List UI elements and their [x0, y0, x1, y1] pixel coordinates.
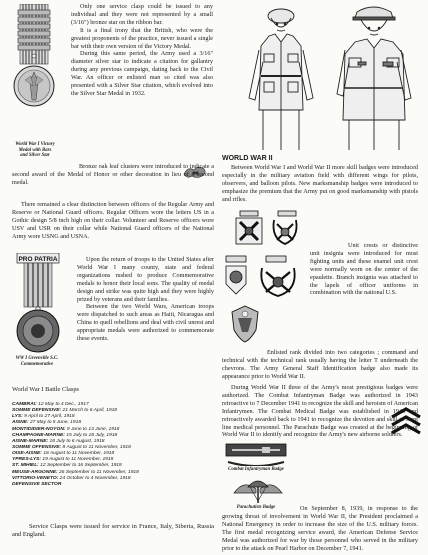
clasp-name: SOMME OFFENSIVE: — [12, 445, 62, 450]
clasp-row — [12, 482, 217, 488]
clasp-dates: 9 June to 13 June, 1918 — [66, 426, 120, 432]
intro-text-block — [71, 3, 213, 98]
clasp-name: ST. MIHIEL: — [12, 463, 39, 469]
caption-parachutist-badge: Parachutists Badge — [236, 505, 276, 510]
ww2-badges-text: During World War II three of the Army's most prestigious badges were authorized. The Combat Infantryman Badge was authorized in 1943 retroactive to 7 December 1941 to recognize the skill and heroism of American Infantrymen. The Combat Medical Badge was established in 1945 and retroactively awarded back to 1941 to recognize the devotion and skill of front line medical personnel. The Parachute Badge was created at the beginning of World War II to identify and recognize the Army's new airborne soldiers. — [222, 384, 418, 439]
clasp-dates: 15 July to 18 July, 1918 — [66, 432, 118, 438]
caption-victory-medal: World War I Victory Medal with Bars and Silver Star — [15, 142, 55, 159]
paragraph: It is a final irony that the British, who were the greatest proponents of the practice, never issued a single bar with their own version of the Victory Medal. — [71, 26, 213, 50]
clasp-name: YPRES-LYS: — [12, 457, 41, 463]
clasp-dates: 21 March to 6 April, 1918 — [62, 408, 118, 414]
clasp-name: MONTIDIDIER-NOYON: — [12, 426, 66, 432]
ww2-emergency-text: On September 8, 1939, in response to the growing threat of involvement in World War II, the President proclaimed a National Emergency in order to increase the size of the U.S. military forces. The first medal recognizing service award, the American Defense Service Medal was authorized for war by those personnel who served in the military prior to the attack on Pearl Harbor on December 7, 1941. — [222, 505, 418, 552]
soldiers-illustration — [233, 2, 425, 152]
clasp-name: SOMME DEFENSIVE: — [12, 408, 62, 414]
clasp-dates: 12 May to 4 Dec., 1917 — [38, 401, 89, 407]
clasp-name: LYS: — [12, 414, 23, 420]
commemorative-medal-illustration — [14, 253, 62, 355]
enlisted-rank-text: Enlisted rank divided into two categories ; command and technical with the technical rank usually having the letter T underneath the chevrons. The Army General Staff Identification badge also made its appearance prior to World War II. — [222, 349, 418, 380]
clasp-dates: 12 September to 16 September, 1918 — [40, 463, 122, 469]
clasp-dates: 18 August to 11 November, 1918 — [43, 451, 115, 457]
commemorative-text: Upon the return of troops to the United States after World War I many county, state and federal organizations rushed to produce Commemorative medals to honor their local sons. The quality of medal design and strike was quite high and they were highly prized by veterans and their families. Between the two World Wars, American troops were dispatched to such areas as Haiti, Nicaragua and China to quell rebellions and deal with civil unrest and appropriate medals were authorized to commemorate these events. — [77, 256, 214, 343]
unit-crest-text: Unit crests or distinctive unit insignia were introduced for most fighting units and these enamel unit crest were normally worn on the center of the epaulette. Branch insignia was attached to the lapels of officer uniforms in combination with the national U.S. — [310, 242, 418, 297]
oak-leaf-text: Bronze oak leaf clusters were introduced to indicate a second award of the Medal of Honor or other decoration in lieu of a second medal. — [12, 163, 214, 186]
caption-commemorative: WW I Greenville S.C. Commemorative — [15, 356, 59, 367]
parachutist-badge-illustration — [230, 475, 286, 505]
paragraph: During this same period, the Army used a 3/16" diameter silver star to indicate a citation for gallantry during any previous campaign, dating back to the Civil War. An officer or enlisted man so cited was also presented with a Silver Star citation, which evolved into the Silver Star Medal in 1932. — [71, 50, 213, 97]
clasp-dates: 18 July to 6 August, 1918 — [49, 438, 105, 444]
paragraph: Only one service clasp could be issued to any individual and they were not represented by a small (3/16") bronze star on the ribbon bar. — [71, 3, 213, 26]
ww2-heading: WORLD WAR II — [222, 155, 273, 162]
clasp-dates: 24 October to 4 November, 1918 — [59, 475, 131, 481]
combat-infantryman-badge-illustration — [222, 440, 290, 466]
clasp-list — [12, 402, 217, 488]
service-clasps-note: Service Clasps were issued for service in France, Italy, Siberia, Russia and England. — [12, 523, 214, 539]
marksmanship-badges-illustration — [222, 210, 310, 302]
unit-crest-illustration — [228, 304, 262, 344]
caption-combat-infantryman-badge: Combat Infantryman Badge — [228, 467, 284, 472]
battle-clasps-section — [12, 386, 217, 488]
clasp-name: MEUSE-ARGONNE: — [12, 469, 58, 475]
clasp-dates: 19 August to 11 November, 1918 — [42, 457, 114, 463]
clasp-name: OISE-AISNE: — [12, 451, 42, 457]
clasp-dates: 8 August to 11 November, 1918 — [62, 445, 131, 450]
clasp-name: DEFENSIVE SECTOR — [12, 481, 62, 487]
clasps-title: World War I Battle Clasps — [12, 386, 80, 393]
clasp-name: VITTORIO-VENETO: — [12, 475, 59, 481]
clasp-name: CHAMPAGNE-MARNE: — [12, 432, 65, 438]
clasp-dates: 9 April to 27 April, 1918 — [24, 414, 75, 420]
pro-patria-ribbon-text: PRO PATRIA — [18, 255, 58, 263]
clasp-name: CAMBRAI: — [12, 401, 37, 407]
clasp-dates: 27 May to 5 June, 1918 — [29, 420, 82, 426]
clasp-name: AISNE-MARNE: — [12, 438, 49, 444]
clasp-name: AISNE: — [12, 420, 29, 426]
ww2-intro-text: Between World War I and World War II more skill badges were introduced especially in the military aviation field with different wings for pilots, observers, and balloon pilots. New marksmanship badges were introduced to emphasize the premium that the Army put on good marksmanship with pistols and rifles. — [222, 164, 418, 203]
clasp-dates: 26 September to 11 November, 1918 — [59, 469, 139, 475]
officer-insignia-text: There remained a clear distinction between officers of the Regular Army and Reserve or National Guard officers. Regular Officers wore the letters US in a Gothic design 5/8 inch high on their collar. Volunteer and Reserve officers wore USV and USR on their collar while National Guard officers of the National Army wore USNG and USNA. — [12, 201, 214, 240]
victory-medal-illustration — [12, 4, 56, 140]
